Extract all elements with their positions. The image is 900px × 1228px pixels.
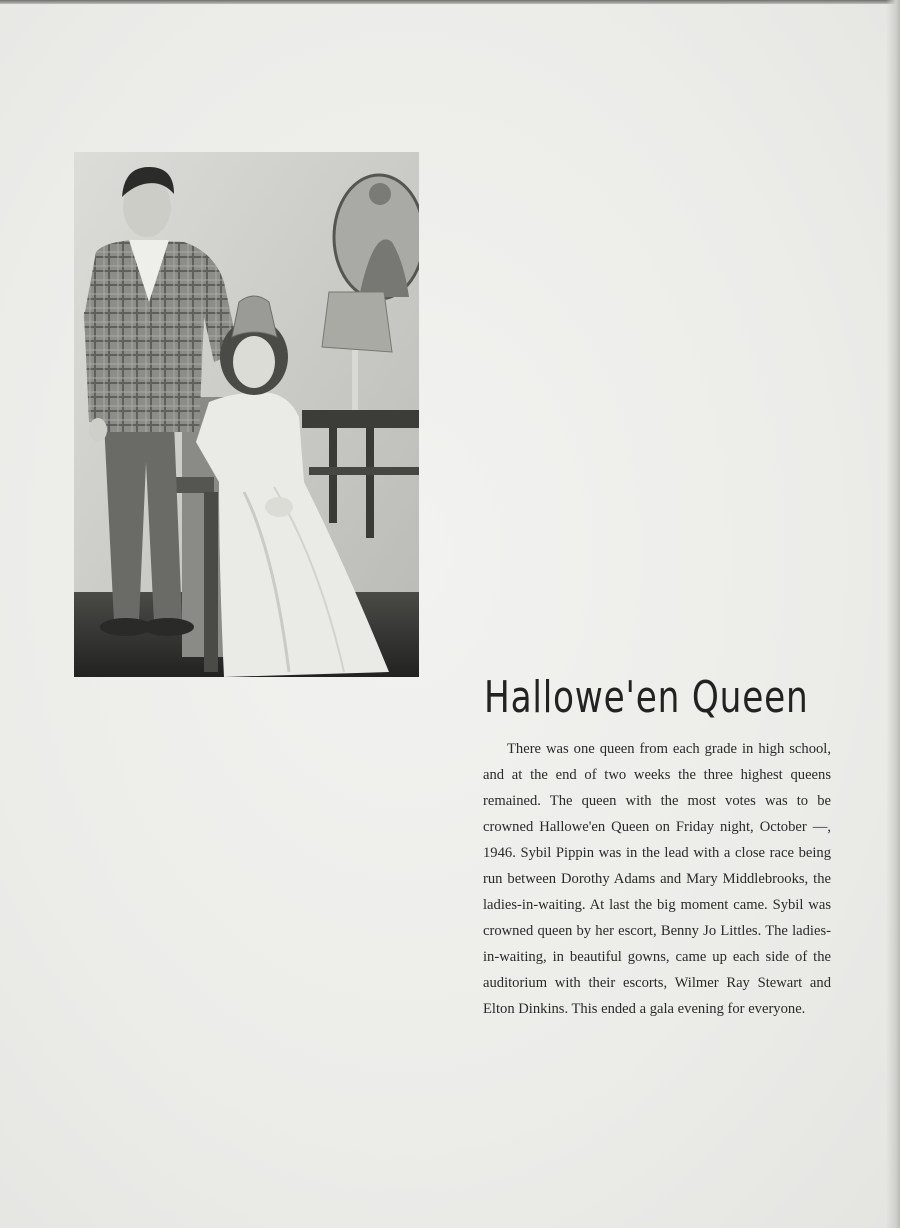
page-right-edge (886, 0, 900, 1228)
article-title: Hallowe'en Queen (484, 672, 809, 723)
photo-illustration (74, 152, 419, 677)
page-top-edge (0, 0, 900, 4)
queen-and-escort-photo (74, 152, 419, 677)
article-body: There was one queen from each grade in high school, and at the end of two weeks the three highest queens remained. The queen with the most votes was to be crowned Hallowe'en Queen on Friday night, October —, 1946. Sybil Pippin was in the lead with a close race being run between Dorothy Adams and Mary Middlebrooks, the ladies-in-waiting. At last the big moment came. Sybil was crowned queen by her escort, Benny Jo Littles. The ladies-in-waiting, in beautiful gowns, came up each side of the auditorium with their escorts, Wilmer Ray Stewart and Elton Dinkins. This ended a gala evening for everyone. (483, 741, 831, 1017)
